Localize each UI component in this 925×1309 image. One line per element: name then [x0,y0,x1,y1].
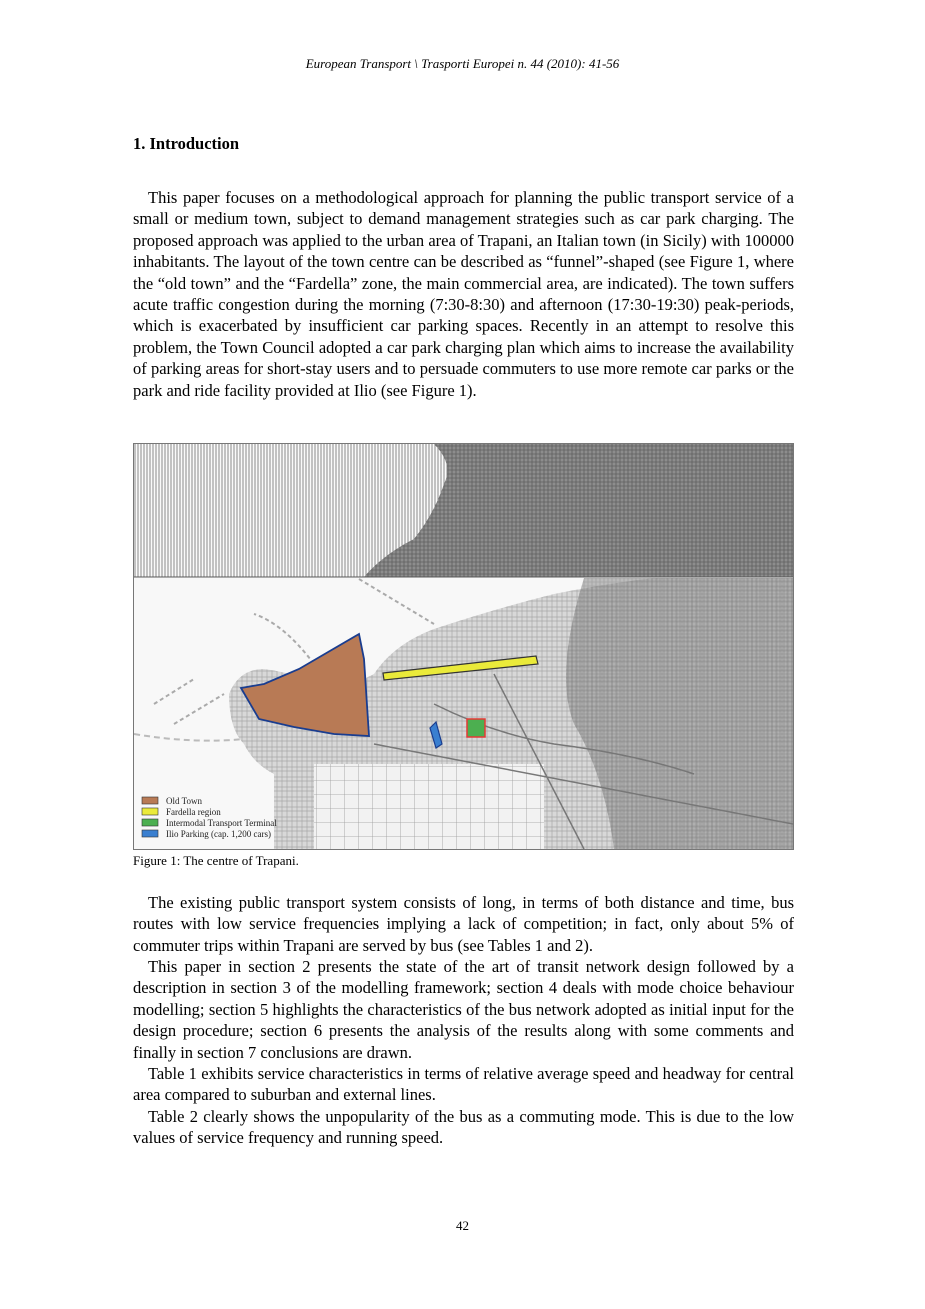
running-head: European Transport \ Trasporti Europei n. 44 (2010): 41-56 [305,56,620,71]
legend-swatch-intermodal [142,819,158,826]
legend-label-ilio-parking: Ilio Parking (cap. 1,200 cars) [166,829,271,839]
legend-swatch-ilio-parking [142,830,158,837]
section-title: 1. Introduction [133,134,240,153]
paragraph-table-2: Table 2 clearly shows the unpopularity of the bus as a commuting mode. This is due to the low values of service frequency and running speed. [133,1107,794,1148]
map-figure [133,443,794,850]
legend-swatch-fardella [142,808,158,815]
trapani-map [134,444,793,849]
intermodal-terminal-area [467,719,485,737]
figure-caption: Figure 1: The centre of Trapani. [133,853,299,868]
map-south-grid [314,764,544,849]
paragraph-intro: This paper focuses on a methodological approach for planning the public transport service of a small or medium town, subject to demand management strategies such as car park charging. The proposed approach was applied to the urban area of Trapani, an Italian town (in Sicily) with 100000 inhabitants. The layout of the town centre can be described as “funnel”-shaped (see Figure 1, where the “old town” and the “Fardella” zone, the main commercial area, are indicated). The town suffers acute traffic congestion during the morning (7:30-8:30) and afternoon (17:30-19:30) peak-periods, which is exacerbated by insufficient car parking spaces. Recently in an attempt to resolve this problem, the Town Council adopted a car park charging plan which aims to increase the availability of parking areas for short-stay users and to persuade commuters to use more remote car parks or the park and ride facility provided at Ilio (see Figure 1). [133,188,794,400]
legend-swatch-old-town [142,797,158,804]
legend-label-fardella: Fardella region [166,807,221,817]
page-number: 42 [456,1218,469,1233]
legend-label-intermodal: Intermodal Transport Terminal [166,818,277,828]
paragraph-existing-system: The existing public transport system consists of long, in terms of both distance and time, bus routes with low service frequencies implying a lack of competition; in fact, only about 5% of commuter trips within Trapani are served by bus (see Tables 1 and 2). [133,893,794,955]
paragraph-structure: This paper in section 2 presents the state of the art of transit network design followed by a description in section 3 of the modelling framework; section 4 deals with mode choice behaviour modelling; section 5 highlights the characteristics of the bus network adopted as initial input for the design procedure; section 6 presents the analysis of the results along with some comments and finally in section 7 conclusions are drawn. [133,957,794,1062]
paragraph-table-1: Table 1 exhibits service characteristics in terms of relative average speed and headway for central area compared to suburban and external lines. [133,1064,794,1105]
legend-label-old-town: Old Town [166,796,202,806]
